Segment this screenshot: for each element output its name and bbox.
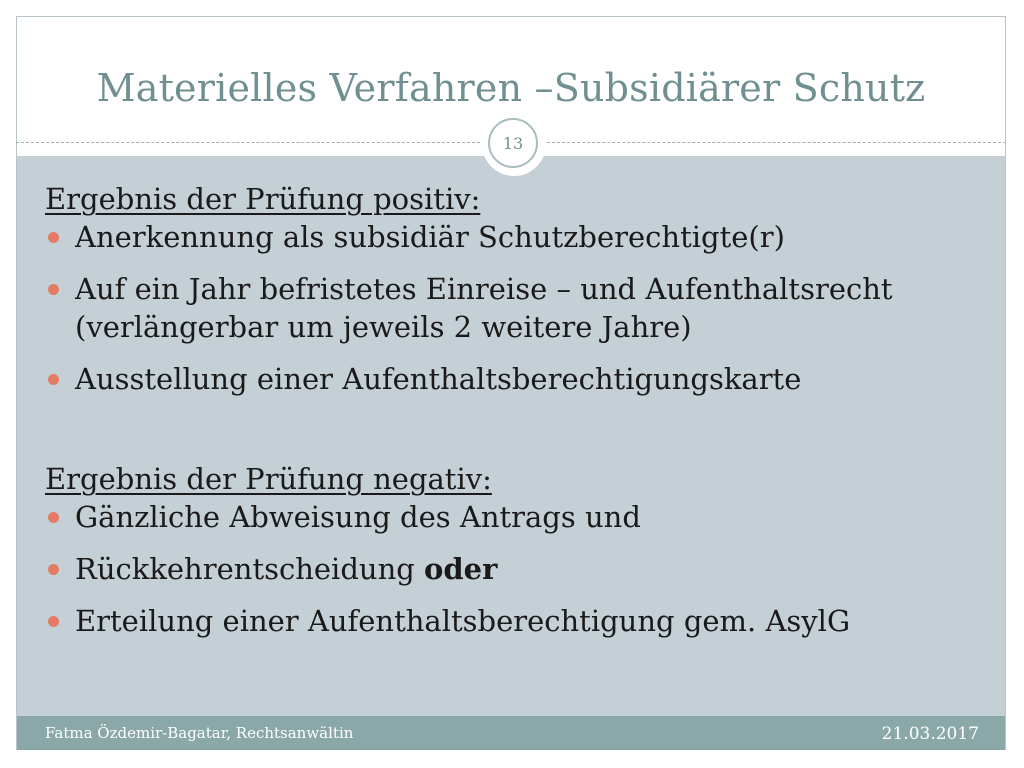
bullet-text: Auf ein Jahr befristetes Einreise – und Aufenthaltsrecht (verlängerbar um jeweils 2 weitere Jahre): [75, 272, 893, 344]
section-heading-negative: Ergebnis der Prüfung negativ:: [45, 462, 492, 496]
bullet-item: [45, 270, 985, 346]
bullet-list-negative: [45, 498, 985, 640]
bullet-text: Rückkehrentscheidung: [75, 552, 425, 586]
bullet-item: [45, 360, 985, 398]
footer-author: Fatma Özdemir-Bagatar, Rechtsanwältin: [45, 724, 354, 742]
bullet-dot-icon: [48, 374, 59, 385]
page-number-badge: 13: [488, 118, 538, 168]
bullet-dot-icon: [48, 616, 59, 627]
bullet-list-positive: [45, 218, 985, 398]
footer-date: 21.03.2017: [881, 724, 979, 744]
bullet-dot-icon: [48, 232, 59, 243]
bullet-dot-icon: [48, 284, 59, 295]
bullet-item: [45, 218, 985, 256]
section-spacer: [45, 412, 985, 460]
bullet-item: [45, 602, 985, 640]
slide-content: [45, 180, 985, 654]
section-heading-positive: Ergebnis der Prüfung positiv:: [45, 182, 481, 216]
bullet-item: [45, 550, 985, 588]
bullet-text: Anerkennung als subsidiär Schutzberechtigte(r): [75, 220, 785, 254]
bullet-dot-icon: [48, 512, 59, 523]
bullet-text: Ausstellung einer Aufenthaltsberechtigungskarte: [75, 362, 802, 396]
bullet-dot-icon: [48, 564, 59, 575]
bullet-text: Gänzliche Abweisung des Antrags und: [75, 500, 641, 534]
bullet-item: [45, 498, 985, 536]
slide-title: Materielles Verfahren –Subsidiärer Schutz: [96, 66, 926, 110]
bullet-text: Erteilung einer Aufenthaltsberechtigung gem. AsylG: [75, 604, 851, 638]
bullet-emphasis: oder: [424, 552, 498, 586]
